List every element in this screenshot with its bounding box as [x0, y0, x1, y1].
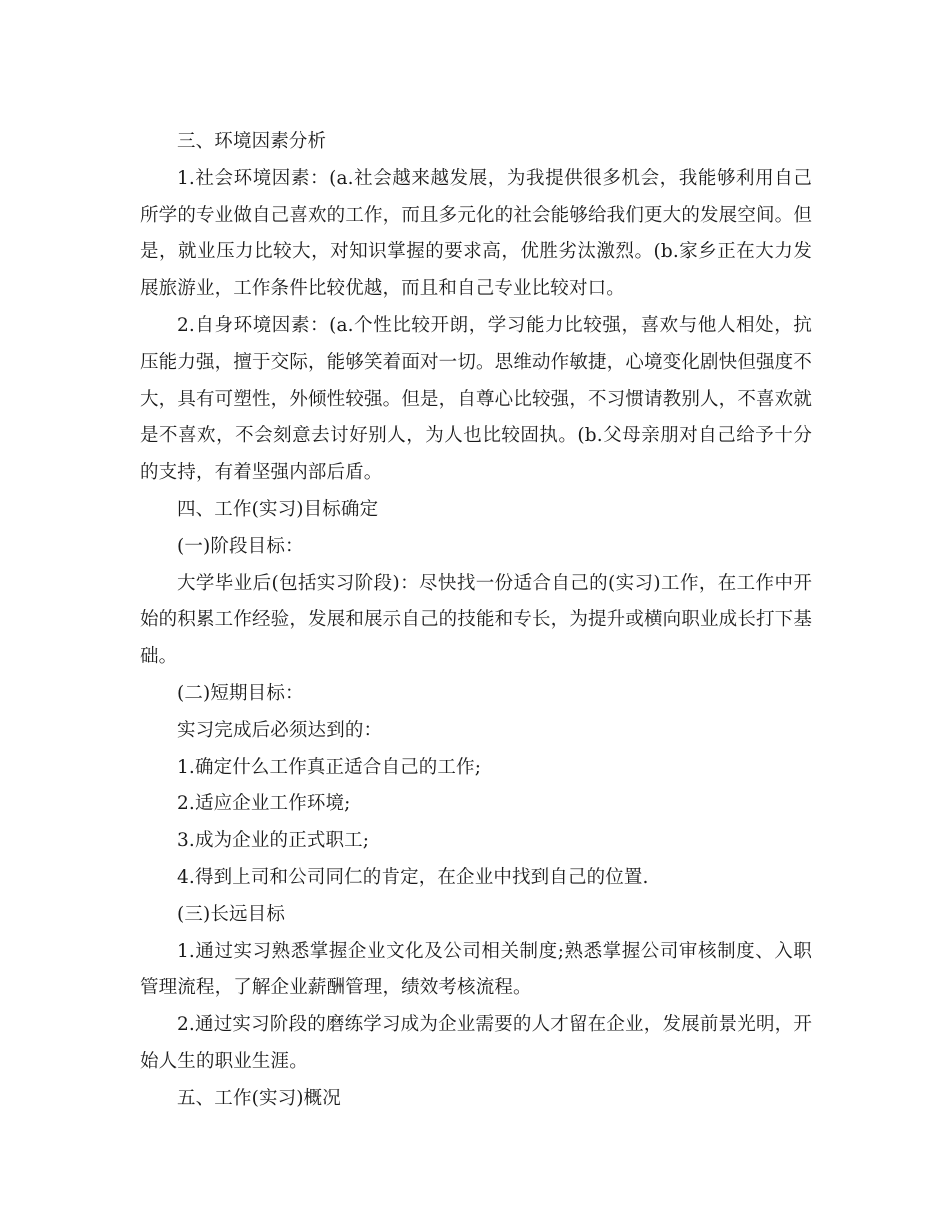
list-item-long-term-2: 2.通过实习阶段的磨练学习成为企业需要的人才留在企业，发展前景光明，开始人生的职业生涯。 [140, 1014, 812, 1072]
paragraph-short-term-intro: 实习完成后必须达到的： [177, 719, 383, 741]
subheading-short-term-goal: (二)短期目标： [177, 682, 304, 704]
document-body [140, 124, 812, 1118]
paragraph-stage-goal: 大学毕业后(包括实习阶段)：尽快找一份适合自己的(实习)工作，在工作中开始的积累工作经验，发展和展示自己的技能和专长，为提升或横向职业成长打下基础。 [140, 572, 812, 668]
list-item-short-term-3: 3.成为企业的正式职工; [177, 830, 370, 852]
list-item-long-term-1: 1.通过实习熟悉掌握企业文化及公司相关制度;熟悉掌握公司审核制度、入职管理流程，了解企业薪酬管理，绩效考核流程。 [140, 940, 812, 999]
list-item-short-term-4: 4.得到上司和公司同仁的肯定，在企业中找到自己的位置. [177, 866, 649, 888]
section-heading-environment-analysis: 三、环境因素分析 [177, 131, 327, 152]
list-item-short-term-2: 2.适应企业工作环境; [177, 793, 351, 815]
paragraph-social-environment: 1.社会环境因素：(a.社会越来越发展，为我提供很多机会，我能够利用自己所学的专业做自己喜欢的工作，而且多元化的社会能够给我们更大的发展空间。但是，就业压力比较大，对知识掌握的要求高，优胜劣汰激烈。(b.家乡正在大力发展旅游业，工作条件比较优越，而且和自己专业比较对口。 [140, 167, 812, 300]
section-heading-work-overview: 五、工作(实习)概况 [177, 1087, 341, 1109]
list-item-short-term-1: 1.确定什么工作真正适合自己的工作; [177, 756, 482, 778]
paragraph-self-environment: 2.自身环境因素：(a.个性比较开朗，学习能力比较强，喜欢与他人相处，抗压能力强，擅于交际，能够笑着面对一切。思维动作敏捷，心境变化剧快但强度不大，具有可塑性，外倾性较强。但是，自尊心比较强，不习惯请教别人，不喜欢就是不喜欢，不会刻意去讨好别人，为人也比较固执。(b.父母亲朋对自己给予十分的支持，有着坚强内部后盾。 [140, 314, 812, 484]
subheading-stage-goal: (一)阶段目标： [177, 535, 304, 557]
subheading-long-term-goal: (三)长远目标 [177, 903, 285, 925]
section-heading-goal-setting: 四、工作(实习)目标确定 [177, 498, 379, 520]
